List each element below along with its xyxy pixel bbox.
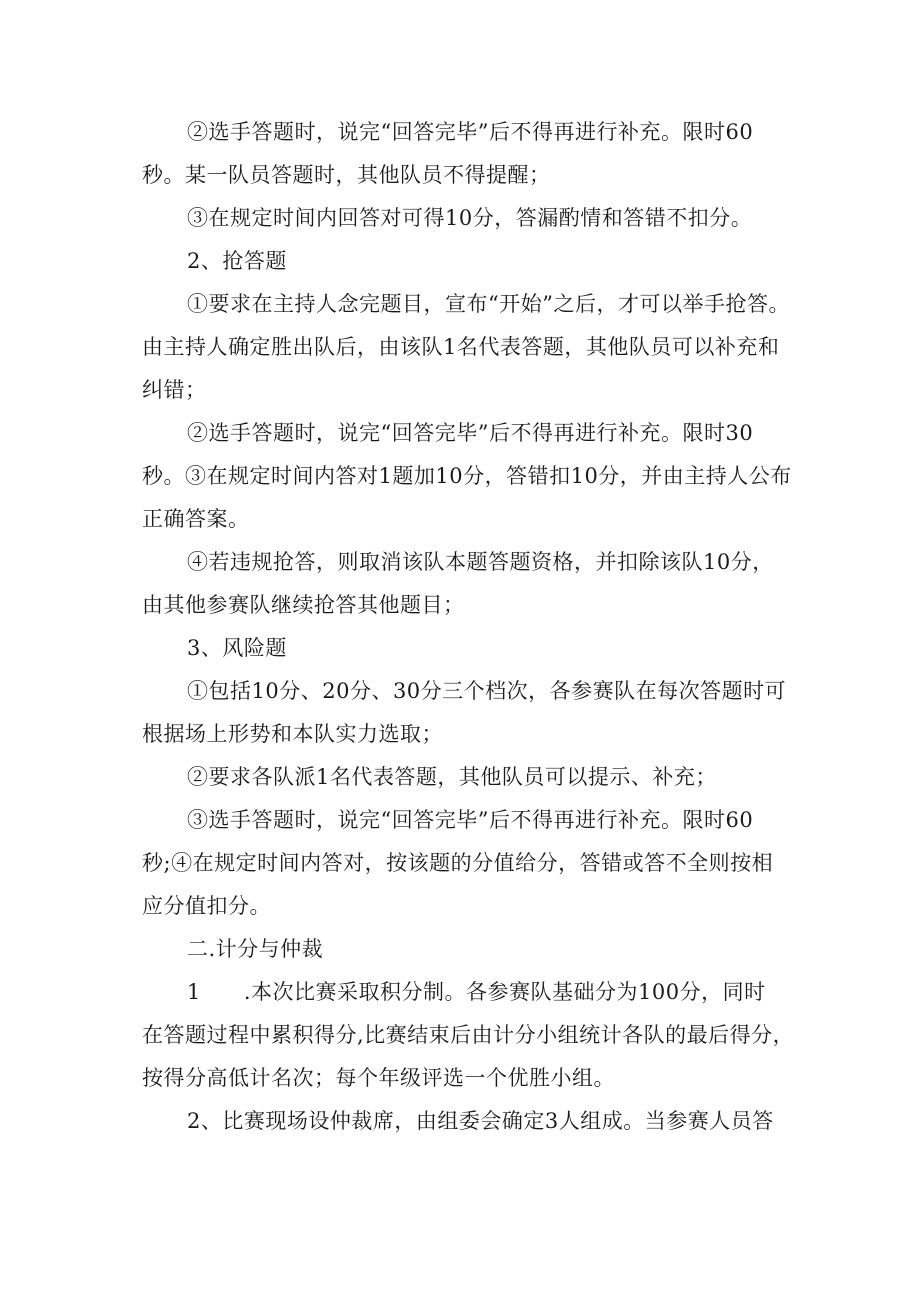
paragraph-line: 根据场上形势和本队实力选取； (142, 722, 443, 746)
section-heading: 二.计分与仲裁 (187, 937, 324, 961)
paragraph-line: 秒。③在规定时间内答对1题加10分，答错扣10分，并由主持人公布 (142, 464, 792, 488)
paragraph-line: 按得分高低计名次；每个年级评选一个优胜小组。 (142, 1066, 615, 1090)
paragraph-line: ④若违规抢答，则取消该队本题答题资格，并扣除该队10分， (187, 550, 774, 574)
paragraph-line: ①要求在主持人念完题目，宣布“开始”之后，才可以举手抢答。 (187, 292, 790, 316)
paragraph-line: 由主持人确定胜出队后，由该队1名代表答题，其他队员可以补充和 (142, 335, 780, 359)
paragraph-line: 应分值扣分。 (142, 894, 271, 918)
section-heading: 2、抢答题 (187, 249, 287, 273)
paragraph-line: ②选手答题时，说完“回答完毕”后不得再进行补充。限时30 (187, 421, 754, 445)
paragraph-line: ②选手答题时，说完“回答完毕”后不得再进行补充。限时60 (187, 120, 754, 144)
paragraph-line: 1 .本次比赛采取积分制。各参赛队基础分为100分，同时 (187, 980, 766, 1004)
paragraph-line: 由其他参赛队继续抢答其他题目； (142, 593, 465, 617)
section-heading: 3、风险题 (187, 636, 287, 660)
paragraph-line: 正确答案。 (142, 507, 250, 531)
paragraph-line: ③在规定时间内回答对可得10分，答漏酌情和答错不扣分。 (187, 206, 753, 230)
paragraph-line: 2、比赛现场设仲裁席，由组委会确定3人组成。当参赛人员答 (187, 1109, 774, 1133)
paragraph-line: ①包括10分、20分、30分三个档次，各参赛队在每次答题时可 (187, 679, 787, 703)
paragraph-line: ②要求各队派1名代表答题，其他队员可以提示、补充； (187, 765, 717, 789)
paragraph-line: ③选手答题时，说完“回答完毕”后不得再进行补充。限时60 (187, 808, 754, 832)
paragraph-line: 纠错； (142, 378, 207, 402)
paragraph-line: 秒;④在规定时间内答对，按该题的分值给分，答错或答不全则按相 (142, 851, 774, 875)
paragraph-line: 在答题过程中累积得分,比赛结束后由计分小组统计各队的最后得分， (142, 1023, 795, 1047)
paragraph-line: 秒。某一队员答题时，其他队员不得提醒； (142, 163, 551, 187)
